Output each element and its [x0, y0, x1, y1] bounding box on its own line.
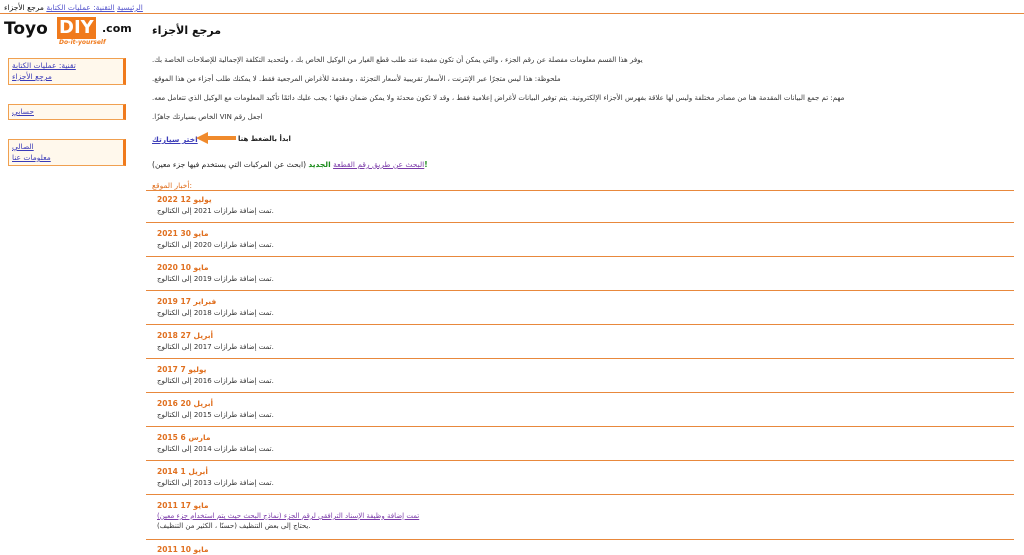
news-divider — [146, 190, 1014, 191]
vin-paragraph: اجعل رقم VIN الخاص بسيارتك جاهزًا. — [152, 113, 263, 121]
news-text: تمت إضافة طرازات 2021 إلى الكتالوج. — [157, 207, 274, 215]
sidebar-item-about[interactable]: معلومات عنا — [12, 153, 51, 162]
choose-car-link[interactable]: اختر سيارتك — [152, 135, 198, 144]
news-separator — [146, 290, 1014, 291]
sidebar-item-parts[interactable]: مرجع الأجزاء — [12, 72, 52, 81]
logo-tagline: Do-it-yourself — [59, 39, 106, 46]
breadcrumb-home-link[interactable]: الرئيسية — [117, 3, 143, 12]
news-date: مارس 6 2015 — [157, 433, 211, 442]
note-paragraph: ملحوظة: هذا ليس متجرًا عبر الإنترنت ، الأسعار تقريبية لأسعار التجزئة ، ومقدمة للأغراض المرجعية فقط. لا يمكنك طلب أجزاء من هذا الموقع. — [152, 75, 561, 83]
new-feature-label: الجديد! — [308, 160, 428, 169]
news-text: تمت إضافة طرازات 2016 إلى الكتالوج. — [157, 377, 274, 385]
news-date: مايو 10 2011 — [157, 545, 209, 554]
news-text: تمت إضافة طرازات 2018 إلى الكتالوج. — [157, 309, 274, 317]
news-separator — [146, 324, 1014, 325]
news-date: يوليو 7 2017 — [157, 365, 207, 374]
breadcrumb — [4, 3, 143, 12]
news-text-extra: يحتاج إلى بعض التنظيف (حسنًا ، الكثير من التنظيف). — [157, 522, 311, 530]
news-text: تمت إضافة طرازات 2020 إلى الكتالوج. — [157, 241, 274, 249]
new-feature-rest: (ابحث عن المركبات التي يستخدم فيها جزء معين) — [152, 160, 306, 169]
news-separator — [146, 426, 1014, 427]
news-text: تمت إضافة طرازات 2013 إلى الكتالوج. — [157, 479, 274, 487]
news-heading: أخبار الموقع: — [152, 181, 192, 190]
news-separator — [146, 460, 1014, 461]
news-separator — [146, 256, 1014, 257]
news-separator — [146, 539, 1014, 540]
sidebar — [8, 58, 126, 169]
important-paragraph: مهم: تم جمع البيانات المقدمة هنا من مصادر مختلفة وليس لها علاقة بفهرس الأجزاء الإلكترونية. يتم توفير البيانات لأغراض إعلامية فقط ، وقد لا تكون محدثة ولا يمكن ضمان دقتها ؛ يجب عليك دائمًا تأكيد المعلومات مع الوكيل الذي تتعامل معه. — [152, 94, 845, 102]
logo-toyo-text: Toyo — [4, 19, 48, 39]
news-separator — [146, 358, 1014, 359]
news-date: أبريل 1 2014 — [157, 467, 208, 476]
news-cross-reference-link[interactable]: تمت إضافة وظيفة الإسناد الترافقي لرقم الجزء (نماذج البحث حيث يتم استخدام جزء معين) — [157, 512, 420, 520]
news-date: أبريل 20 2016 — [157, 399, 214, 408]
news-text: تمت إضافة طرازات 2014 إلى الكتالوج. — [157, 445, 274, 453]
sidebar-group-about — [8, 139, 126, 166]
news-date: مايو 17 2011 — [157, 501, 209, 510]
news-text: تمت إضافة طرازات 2015 إلى الكتالوج. — [157, 411, 274, 419]
news-separator — [146, 494, 1014, 495]
news-text: تمت إضافة طرازات 2019 إلى الكتالوج. — [157, 275, 274, 283]
sidebar-group-tech — [8, 58, 126, 85]
sidebar-item-tech[interactable]: تقنية: عمليات الكتابة — [12, 61, 76, 70]
arrow-left-icon — [196, 131, 236, 145]
breadcrumb-tech-link[interactable]: التقنية: عمليات الكتابة — [46, 3, 115, 12]
news-text: تمت إضافة طرازات 2017 إلى الكتالوج. — [157, 343, 274, 351]
intro-paragraph: يوفر هذا القسم معلومات مفصلة عن رقم الجزء ، والتي يمكن أن تكون مفيدة عند طلب قطع الغيار من الوكيل الخاص بك ، ولتحديد التكلفة الإجمالية للإصلاحات الخاصة بك. — [152, 56, 643, 64]
sidebar-item-account[interactable]: حسابي — [12, 107, 34, 116]
news-date: يوليو 12 2022 — [157, 195, 212, 204]
news-date: فبراير 17 2019 — [157, 297, 217, 306]
sidebar-group-account — [8, 104, 126, 120]
page-title: مرجع الأجزاء — [152, 24, 222, 37]
news-separator — [146, 222, 1014, 223]
start-here-label: ابدأ بالضغط هنا — [238, 135, 291, 143]
logo-diy-text: DIY — [59, 17, 94, 38]
site-logo[interactable] — [4, 17, 134, 47]
breadcrumb-current: مرجع الأجزاء — [4, 3, 44, 12]
news-separator — [146, 392, 1014, 393]
news-date: أبريل 27 2018 — [157, 331, 214, 340]
new-feature-line — [152, 160, 428, 169]
logo-com-text: .com — [102, 22, 132, 35]
top-divider — [0, 13, 1024, 14]
search-by-part-number-link[interactable]: البحث عن طريق رقم القطعة — [333, 160, 425, 169]
news-date: مايو 10 2020 — [157, 263, 209, 272]
sidebar-item-contact[interactable]: الصالي — [12, 142, 34, 151]
news-date: مايو 30 2021 — [157, 229, 209, 238]
